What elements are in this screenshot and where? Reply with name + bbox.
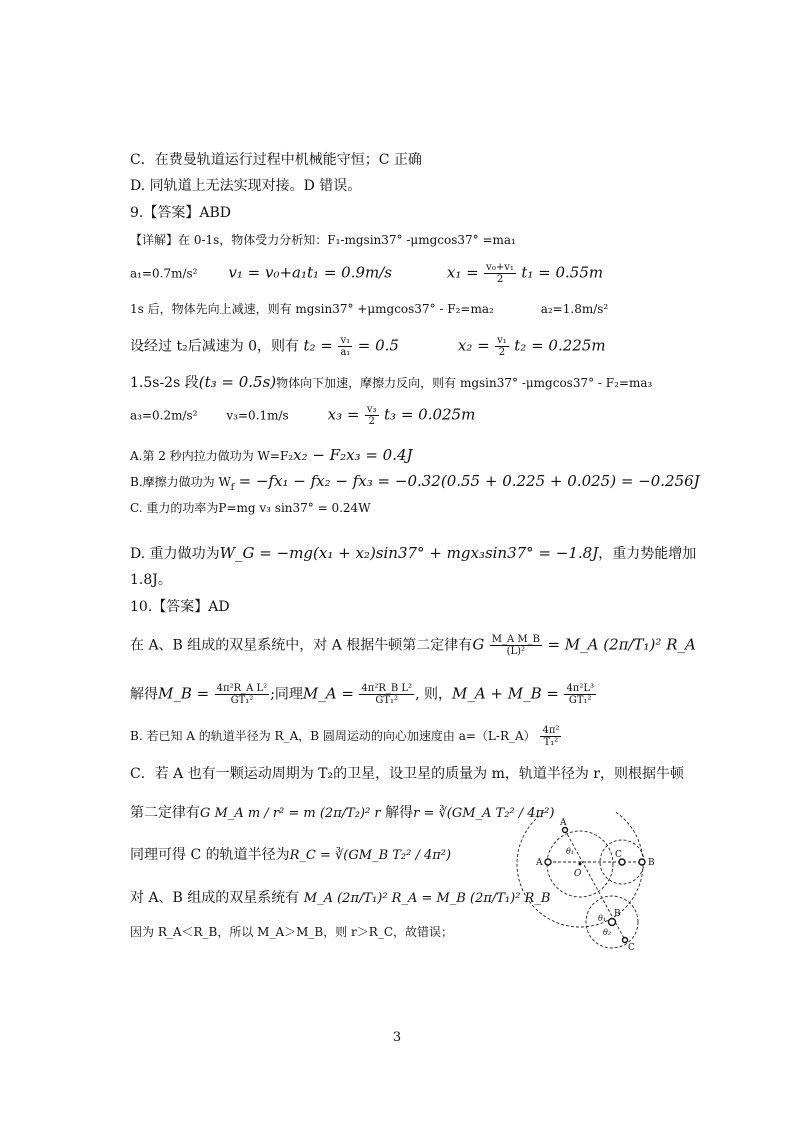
diagram-label: C: [615, 850, 622, 860]
orbit-diagram: [510, 812, 680, 957]
equation-line: 同理可得 C 的轨道半径为R_C = ∛(GM_B T₂² / 4π²): [130, 847, 452, 863]
point-A-left: [545, 859, 551, 865]
diagram-label: O: [574, 869, 582, 879]
fraction: $\frac{\text{v₁}}{\text{a₁}}$: [340, 335, 351, 358]
option-C: C. 重力的功率为P=mg v₃ sin37° = 0.24W: [130, 501, 371, 515]
option-C: C．若 A 也有一颗运动周期为 T₂的卫星，设卫星的质量为 m，轨道半径为 r，则根据牛顿: [130, 766, 684, 782]
option-B: B.摩擦力做功为 $W_f = -fx_1 - fx_2 - fx_3 = -0.32(0.55 + 0.225 + 0.025) = -0.256J$: [130, 472, 700, 493]
fraction: $\frac{\text{4π²R\_A L²}}{\text{GT₁²}}$: [216, 683, 268, 706]
diagram-label: A: [560, 818, 567, 828]
answer-header: 10.【答案】AD: [130, 599, 230, 615]
fraction: $\frac{\text{v₃}}{2}$: [366, 404, 377, 427]
text-line: 1s 后，物体先向上减速，则有 mgsin37° +μmgcos37° - F₂=ma₂ a₂=1.8m/s²: [130, 302, 609, 316]
point-O: [579, 863, 582, 866]
fraction: $\frac{\text{M\_A M\_B}}{\text{(L)²}}$: [491, 634, 540, 657]
equation-line: 在 A、B 组成的双星系统中，对 A 根据牛顿第二定律有G $\frac{\text{M\_A M\_B}}{\text{(L)²}}$ = M_A (2π/T₁)² R_A: [130, 634, 696, 657]
diagram-label: θ₁: [598, 914, 607, 923]
diagram-label: θ₂: [603, 928, 612, 937]
answer-header: 9.【答案】ABD: [130, 205, 231, 221]
text-line: 【详解】在 0-1s，物体受力分析知：F₁-mgsin37° -μmgcos37° =ma₁: [130, 233, 516, 247]
text-line: D. 同轨道上无法实现对接。D 错误。: [130, 178, 362, 194]
option-A: A.第 2 秒内拉力做功为 W=F₂x₂ − F₂x₃ = 0.4J: [130, 446, 413, 464]
diagram-label: B: [614, 909, 621, 919]
fraction: $\frac{\text{v₀+v₁}}{2}$: [486, 262, 514, 285]
text-line: 因为 R_A＜R_B，所以 M_A＞M_B，则 r＞R_C，故错误；: [130, 925, 454, 939]
page-number: 3: [392, 1030, 402, 1045]
diagram-label: A: [536, 858, 543, 868]
equation-line: a₁=0.7m/s² v₁ = v₀+a₁t₁ = 0.9m/s x₁ = $\frac{\text{v₀+v₁}}{2}$ t₁ = 0.55m: [130, 262, 604, 285]
fraction: $\frac{\text{4π²L³}}{\text{GT₁²}}$: [566, 683, 595, 706]
point-A-top: [563, 828, 568, 833]
equation-line: a₃=0.2m/s² v₃=0.1m/s x₃ = $\frac{\text{v₃}}{2}$ t₃ = 0.025m: [130, 404, 476, 427]
equation-line: 解得M_B = $\frac{\text{4π²R\_A L²}}{\text{GT₁²}}$ ;同理M_A = $\frac{\text{4π²R\_B L²}}{\text{GT₁²}}$ , 则，M_A + M_B = $\frac{\text{4π²L³}}{\text{GT₁²}}$: [130, 683, 595, 706]
fraction: $\frac{\text{v₁}}{2}$: [497, 335, 507, 358]
option-D: D. 重力做功为W_G = −mg(x₁ + x₂)sin37° + mgx₃sin37° = −1.8J，重力势能增加: [130, 544, 697, 562]
equation-line: 对 A、B 组成的双星系统有 M_A (2π/T₁)² R_A = M_B (2π/T₁)² R_B: [130, 890, 551, 906]
diagram-label: B: [648, 858, 655, 868]
diagram-label: θ₁: [566, 847, 575, 856]
fraction: $\frac{\text{4π²R\_B L²}}{\text{GT₁²}}$: [361, 683, 413, 706]
equation-line: 第二定律有G M_A m / r² = m (2π/T₂)² r 解得r = ∛(GM_A T₂² / 4π²): [130, 805, 555, 821]
point-B-bottom: [609, 919, 616, 926]
point-B-right: [639, 859, 645, 865]
equation-line: 设经过 t₂后减速为 0，则有 t₂ = $\frac{\text{v₁}}{\text{a₁}}$ = 0.5 x₂ = $\frac{\text{v₁}}{2}$ t₂ = 0.225m: [130, 335, 606, 358]
point-C-bottom: [623, 938, 628, 943]
diagram-label: C: [628, 943, 635, 953]
text-line: 1.8J。: [130, 572, 172, 588]
option-B: B. 若已知 A 的轨道半径为 R_A，B 圆周运动的向心加速度由 a=（L-R_A） $\frac{\text{4π²}}{\text{T₁²}}$: [130, 725, 560, 748]
text-line: C．在费曼轨道运行过程中机械能守恒；C 正确: [130, 152, 422, 168]
fraction: $\frac{\text{4π²}}{\text{T₁²}}$: [542, 725, 560, 748]
text-line: 1.5s-2s 段(t₃ = 0.5s)物体向下加速，摩擦力反向，则有 mgsin37° -μmgcos37° - F₂=ma₃: [130, 373, 653, 391]
